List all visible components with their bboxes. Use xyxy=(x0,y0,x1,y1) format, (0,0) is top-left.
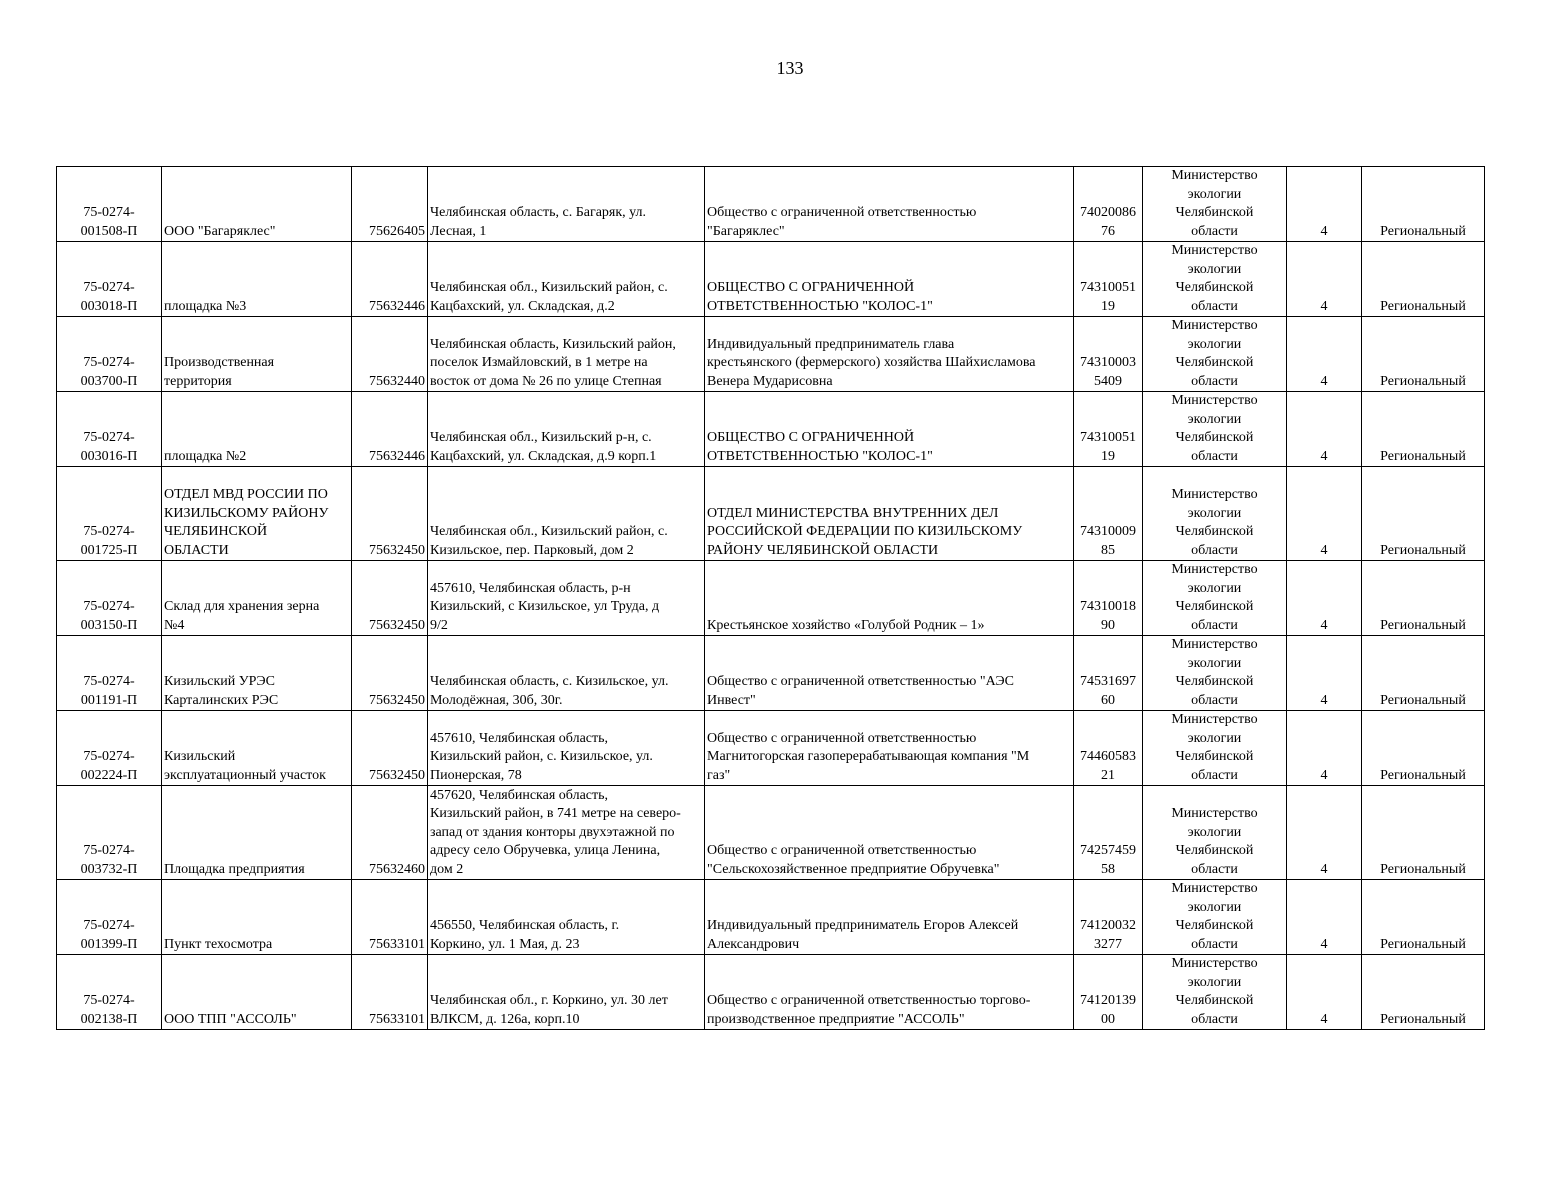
category-text: 4 xyxy=(1320,692,1328,708)
address-text: 457610, Челябинская область, Кизильский район, с. Кизильское, ул. Пионерская, 78 xyxy=(430,730,653,783)
object-name-cell xyxy=(162,242,352,317)
object-name-text: площадка №3 xyxy=(164,298,247,314)
authority-cell xyxy=(1143,467,1287,561)
object-code-cell xyxy=(57,711,162,786)
category-cell xyxy=(1287,242,1362,317)
organization-cell xyxy=(705,392,1074,467)
supervision-level-text: Региональный xyxy=(1380,767,1466,783)
object-code-text: 75-0274- 003700-П xyxy=(80,355,138,389)
object-name-text: Производственная территория xyxy=(164,355,275,389)
oktmo-cell xyxy=(352,880,428,955)
oktmo-cell xyxy=(352,786,428,880)
object-code-text: 75-0274- 003016-П xyxy=(80,430,138,464)
supervision-level-text: Региональный xyxy=(1380,692,1466,708)
authority-text: Министерство экологии Челябинской области xyxy=(1171,712,1258,783)
object-name-cell xyxy=(162,392,352,467)
object-code-cell xyxy=(57,467,162,561)
object-name-cell xyxy=(162,317,352,392)
supervision-level-text: Региональный xyxy=(1380,448,1466,464)
inn-cell xyxy=(1074,880,1143,955)
supervision-level-cell xyxy=(1362,711,1485,786)
object-code-text: 75-0274- 001508-П xyxy=(80,205,138,239)
object-name-text: Пункт техосмотра xyxy=(164,936,273,952)
authority-text: Министерство экологии Челябинской области xyxy=(1171,956,1258,1027)
object-name-cell xyxy=(162,711,352,786)
table-row xyxy=(57,955,1485,1030)
address-text: Челябинская обл., г. Коркино, ул. 30 лет ВЛКСМ, д. 126а, корп.10 xyxy=(430,993,668,1027)
registry-table xyxy=(56,166,1485,1030)
oktmo-cell xyxy=(352,167,428,242)
category-text: 4 xyxy=(1320,373,1328,389)
object-code-cell xyxy=(57,242,162,317)
inn-cell xyxy=(1074,955,1143,1030)
authority-cell xyxy=(1143,786,1287,880)
oktmo-cell xyxy=(352,392,428,467)
object-code-cell xyxy=(57,955,162,1030)
category-text: 4 xyxy=(1320,1011,1328,1027)
object-code-cell xyxy=(57,636,162,711)
oktmo-cell xyxy=(352,636,428,711)
object-name-cell xyxy=(162,636,352,711)
authority-text: Министерство экологии Челябинской области xyxy=(1171,168,1258,239)
category-text: 4 xyxy=(1320,767,1328,783)
object-code-cell xyxy=(57,317,162,392)
object-name-text: площадка №2 xyxy=(164,448,247,464)
organization-text: Крестьянское хозяйство «Голубой Родник – 1» xyxy=(707,617,985,633)
category-text: 4 xyxy=(1320,223,1328,239)
supervision-level-text: Региональный xyxy=(1380,617,1466,633)
category-cell xyxy=(1287,880,1362,955)
category-cell xyxy=(1287,317,1362,392)
authority-text: Министерство экологии Челябинской области xyxy=(1171,881,1258,952)
address-cell xyxy=(428,711,705,786)
object-code-text: 75-0274- 003732-П xyxy=(80,843,138,877)
authority-cell xyxy=(1143,880,1287,955)
category-cell xyxy=(1287,561,1362,636)
authority-cell xyxy=(1143,636,1287,711)
authority-cell xyxy=(1143,167,1287,242)
supervision-level-text: Региональный xyxy=(1380,861,1466,877)
object-code-text: 75-0274- 003018-П xyxy=(80,280,138,314)
oktmo-cell xyxy=(352,317,428,392)
supervision-level-text: Региональный xyxy=(1380,542,1466,558)
category-cell xyxy=(1287,711,1362,786)
table-row xyxy=(57,786,1485,880)
address-cell xyxy=(428,467,705,561)
object-code-cell xyxy=(57,167,162,242)
category-cell xyxy=(1287,467,1362,561)
oktmo-text: 75632460 xyxy=(369,861,425,877)
object-name-text: ООО "Багаряклес" xyxy=(164,223,276,239)
table-row xyxy=(57,392,1485,467)
inn-text: 74310003 5409 xyxy=(1080,355,1136,389)
authority-text: Министерство экологии Челябинской области xyxy=(1171,318,1258,389)
category-text: 4 xyxy=(1320,861,1328,877)
inn-text: 74120139 00 xyxy=(1080,993,1136,1027)
oktmo-cell xyxy=(352,711,428,786)
table-row xyxy=(57,167,1485,242)
authority-text: Министерство экологии Челябинской области xyxy=(1171,562,1258,633)
inn-text: 74310009 85 xyxy=(1080,524,1136,558)
oktmo-text: 75632450 xyxy=(369,767,425,783)
table-row xyxy=(57,242,1485,317)
object-code-text: 75-0274- 003150-П xyxy=(80,599,138,633)
organization-text: ОБЩЕСТВО С ОГРАНИЧЕННОЙ ОТВЕТСТВЕННОСТЬЮ "КОЛОС-1" xyxy=(707,430,933,464)
authority-text: Министерство экологии Челябинской области xyxy=(1171,243,1258,314)
object-name-text: ООО ТПП "АССОЛЬ" xyxy=(164,1011,297,1027)
object-code-cell xyxy=(57,786,162,880)
category-cell xyxy=(1287,786,1362,880)
address-text: 457620, Челябинская область, Кизильский район, в 741 метре на северо- запад от здания конторы двухэтажной по адресу село Обручевка, улица Ленина, дом 2 xyxy=(430,787,681,877)
organization-text: Индивидуальный предприниматель глава крестьянского (фермерского) хозяйства Шайхисламова Венера Мударисовна xyxy=(707,336,1036,389)
organization-text: Индивидуальный предприниматель Егоров Алексей Александрович xyxy=(707,918,1019,952)
object-code-cell xyxy=(57,561,162,636)
oktmo-text: 75632446 xyxy=(369,448,425,464)
oktmo-cell xyxy=(352,467,428,561)
table-row xyxy=(57,561,1485,636)
oktmo-text: 75633101 xyxy=(369,1011,425,1027)
authority-text: Министерство экологии Челябинской области xyxy=(1171,806,1258,877)
oktmo-text: 75632450 xyxy=(369,692,425,708)
object-code-cell xyxy=(57,880,162,955)
category-text: 4 xyxy=(1320,542,1328,558)
organization-text: ОБЩЕСТВО С ОГРАНИЧЕННОЙ ОТВЕТСТВЕННОСТЬЮ "КОЛОС-1" xyxy=(707,280,933,314)
address-cell xyxy=(428,880,705,955)
organization-cell xyxy=(705,880,1074,955)
supervision-level-cell xyxy=(1362,242,1485,317)
authority-cell xyxy=(1143,955,1287,1030)
oktmo-text: 75626405 xyxy=(369,223,425,239)
object-code-text: 75-0274- 001191-П xyxy=(80,674,138,708)
supervision-level-text: Региональный xyxy=(1380,298,1466,314)
authority-cell xyxy=(1143,711,1287,786)
organization-cell xyxy=(705,711,1074,786)
oktmo-cell xyxy=(352,955,428,1030)
address-cell xyxy=(428,636,705,711)
inn-cell xyxy=(1074,167,1143,242)
authority-cell xyxy=(1143,561,1287,636)
category-text: 4 xyxy=(1320,448,1328,464)
organization-text: Общество с ограниченной ответственностью "Сельскохозяйственное предприятие Обручевка" xyxy=(707,843,1000,877)
organization-cell xyxy=(705,786,1074,880)
object-name-cell xyxy=(162,786,352,880)
object-code-cell xyxy=(57,392,162,467)
object-code-text: 75-0274- 001399-П xyxy=(80,918,138,952)
inn-text: 74120032 3277 xyxy=(1080,918,1136,952)
organization-cell xyxy=(705,561,1074,636)
organization-cell xyxy=(705,317,1074,392)
inn-cell xyxy=(1074,392,1143,467)
object-name-cell xyxy=(162,167,352,242)
organization-cell xyxy=(705,467,1074,561)
authority-text: Министерство экологии Челябинской области xyxy=(1171,393,1258,464)
supervision-level-text: Региональный xyxy=(1380,936,1466,952)
address-cell xyxy=(428,955,705,1030)
object-name-text: Площадка предприятия xyxy=(164,861,305,877)
oktmo-text: 75633101 xyxy=(369,936,425,952)
supervision-level-cell xyxy=(1362,561,1485,636)
inn-cell xyxy=(1074,561,1143,636)
organization-text: Общество с ограниченной ответственностью торгово- производственное предприятие "АССОЛЬ" xyxy=(707,993,1031,1027)
category-cell xyxy=(1287,392,1362,467)
supervision-level-cell xyxy=(1362,167,1485,242)
inn-cell xyxy=(1074,317,1143,392)
organization-text: Общество с ограниченной ответственностью "Багаряклес" xyxy=(707,205,977,239)
object-name-cell xyxy=(162,955,352,1030)
table-body xyxy=(57,167,1485,1030)
address-cell xyxy=(428,392,705,467)
address-cell xyxy=(428,317,705,392)
authority-cell xyxy=(1143,392,1287,467)
inn-text: 74020086 76 xyxy=(1080,205,1136,239)
table-row xyxy=(57,317,1485,392)
inn-cell xyxy=(1074,467,1143,561)
oktmo-text: 75632446 xyxy=(369,298,425,314)
category-cell xyxy=(1287,636,1362,711)
object-name-cell xyxy=(162,880,352,955)
address-text: Челябинская область, с. Багаряк, ул. Лесная, 1 xyxy=(430,205,647,239)
supervision-level-cell xyxy=(1362,955,1485,1030)
authority-cell xyxy=(1143,242,1287,317)
organization-cell xyxy=(705,636,1074,711)
supervision-level-cell xyxy=(1362,467,1485,561)
oktmo-cell xyxy=(352,242,428,317)
object-code-text: 75-0274- 002138-П xyxy=(80,993,138,1027)
table-row xyxy=(57,880,1485,955)
supervision-level-cell xyxy=(1362,786,1485,880)
object-name-cell xyxy=(162,561,352,636)
category-text: 4 xyxy=(1320,298,1328,314)
inn-cell xyxy=(1074,242,1143,317)
address-cell xyxy=(428,242,705,317)
address-text: Челябинская обл., Кизильский район, с. Кацбахский, ул. Складская, д.2 xyxy=(430,280,668,314)
authority-text: Министерство экологии Челябинской области xyxy=(1171,637,1258,708)
address-text: 457610, Челябинская область, р-н Кизильский, с Кизильское, ул Труда, д 9/2 xyxy=(430,580,660,633)
authority-text: Министерство экологии Челябинской области xyxy=(1171,487,1258,558)
organization-cell xyxy=(705,242,1074,317)
category-cell xyxy=(1287,955,1362,1030)
organization-cell xyxy=(705,167,1074,242)
organization-cell xyxy=(705,955,1074,1030)
address-cell xyxy=(428,786,705,880)
inn-cell xyxy=(1074,636,1143,711)
oktmo-text: 75632450 xyxy=(369,617,425,633)
address-text: Челябинская обл., Кизильский район, с. Кизильское, пер. Парковый, дом 2 xyxy=(430,524,668,558)
oktmo-text: 75632450 xyxy=(369,542,425,558)
oktmo-cell xyxy=(352,561,428,636)
oktmo-text: 75632440 xyxy=(369,373,425,389)
object-code-text: 75-0274- 002224-П xyxy=(80,749,138,783)
table-row xyxy=(57,467,1485,561)
table-row xyxy=(57,711,1485,786)
category-cell xyxy=(1287,167,1362,242)
category-text: 4 xyxy=(1320,936,1328,952)
object-name-text: Кизильский УРЭС Карталинских РЭС xyxy=(164,674,279,708)
inn-text: 74460583 21 xyxy=(1080,749,1136,783)
object-name-text: Склад для хранения зерна №4 xyxy=(164,599,320,633)
organization-text: Общество с ограниченной ответственностью Магнитогорская газоперерабатывающая компания "М газ" xyxy=(707,730,1030,783)
supervision-level-text: Региональный xyxy=(1380,373,1466,389)
organization-text: ОТДЕЛ МИНИСТЕРСТВА ВНУТРЕННИХ ДЕЛ РОССИЙСКОЙ ФЕДЕРАЦИИ ПО КИЗИЛЬСКОМУ РАЙОНУ ЧЕЛЯБИНСКОЙ ОБЛАСТИ xyxy=(707,505,1023,558)
inn-cell xyxy=(1074,711,1143,786)
inn-text: 74310018 90 xyxy=(1080,599,1136,633)
address-text: Челябинская обл., Кизильский р-н, с. Кацбахский, ул. Складская, д.9 корп.1 xyxy=(430,430,657,464)
address-text: Челябинская область, с. Кизильское, ул. Молодёжная, 30б, 30г. xyxy=(430,674,669,708)
inn-text: 74257459 58 xyxy=(1080,843,1136,877)
inn-text: 74531697 60 xyxy=(1080,674,1136,708)
supervision-level-cell xyxy=(1362,317,1485,392)
inn-text: 74310051 19 xyxy=(1080,280,1136,314)
supervision-level-text: Региональный xyxy=(1380,1011,1466,1027)
object-code-text: 75-0274- 001725-П xyxy=(80,524,138,558)
supervision-level-text: Региональный xyxy=(1380,223,1466,239)
category-text: 4 xyxy=(1320,617,1328,633)
address-text: 456550, Челябинская область, г. Коркино, ул. 1 Мая, д. 23 xyxy=(430,918,620,952)
address-cell xyxy=(428,561,705,636)
table-row xyxy=(57,636,1485,711)
supervision-level-cell xyxy=(1362,392,1485,467)
organization-text: Общество с ограниченной ответственностью "АЭС Инвест" xyxy=(707,674,1014,708)
supervision-level-cell xyxy=(1362,636,1485,711)
supervision-level-cell xyxy=(1362,880,1485,955)
inn-text: 74310051 19 xyxy=(1080,430,1136,464)
authority-cell xyxy=(1143,317,1287,392)
object-name-text: Кизильский эксплуатационный участок xyxy=(164,749,326,783)
page-number: 133 xyxy=(776,58,804,78)
object-name-cell xyxy=(162,467,352,561)
object-name-text: ОТДЕЛ МВД РОССИИ ПО КИЗИЛЬСКОМУ РАЙОНУ ЧЕЛЯБИНСКОЙ ОБЛАСТИ xyxy=(164,487,329,558)
address-text: Челябинская область, Кизильский район, поселок Измайловский, в 1 метре на восток от дома № 26 по улице Степная xyxy=(430,336,676,389)
address-cell xyxy=(428,167,705,242)
inn-cell xyxy=(1074,786,1143,880)
